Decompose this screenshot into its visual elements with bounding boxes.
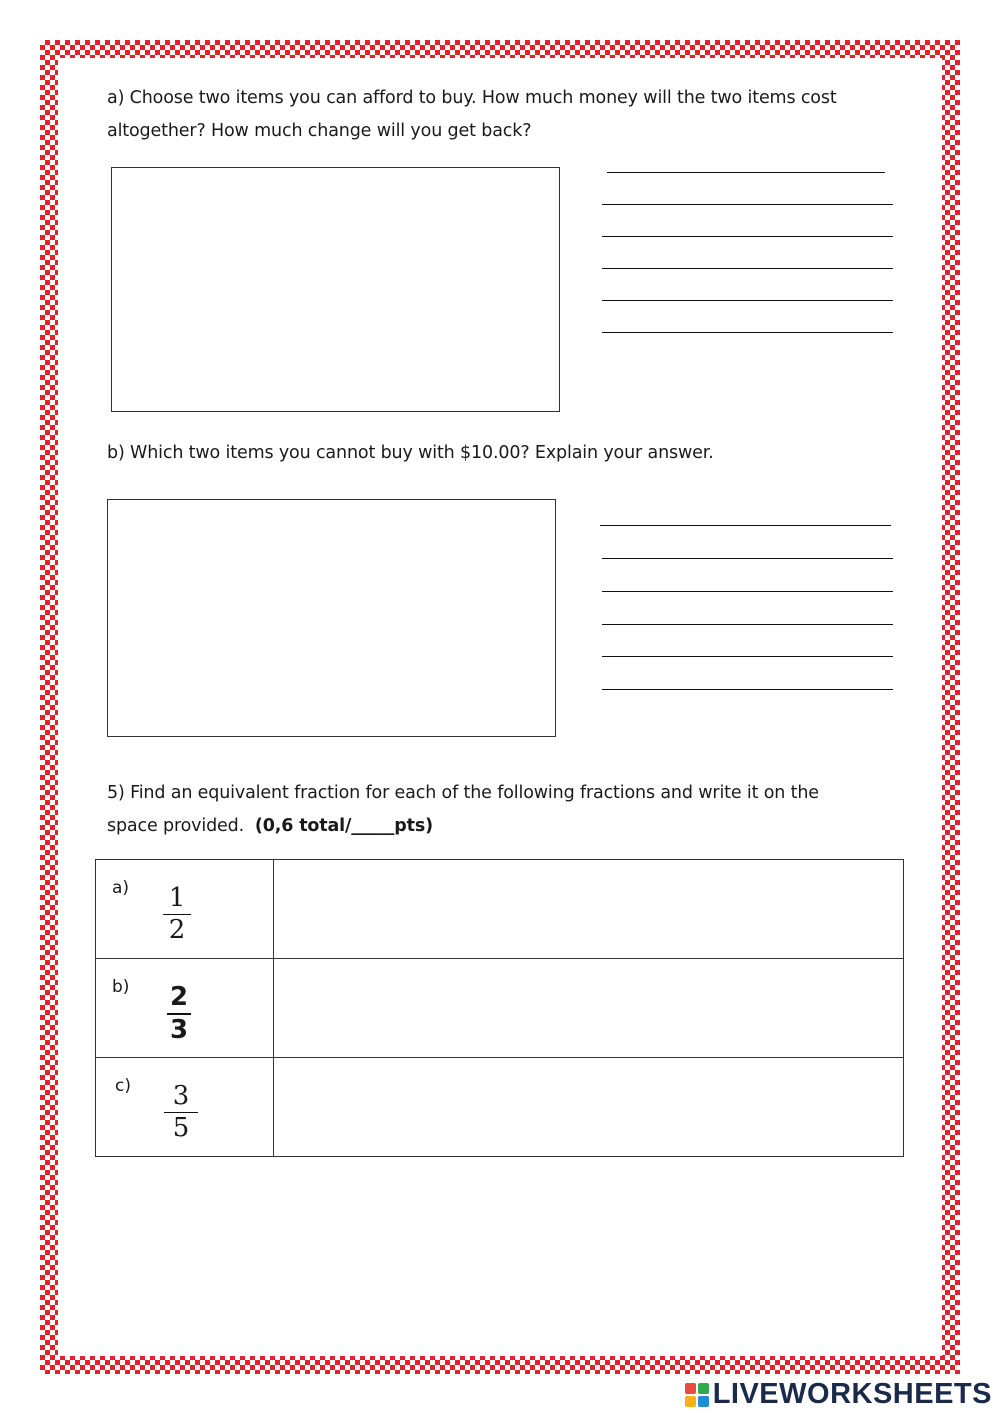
fraction-b [164, 983, 194, 1044]
row-label-b: b) [112, 977, 130, 997]
numerator-a: 1 [168, 883, 186, 913]
question-b-answer-line-6[interactable] [602, 689, 893, 690]
row-label-c: c) [115, 1076, 131, 1096]
liveworksheets-logo[interactable] [685, 1378, 992, 1411]
question-a-answer-line-2[interactable] [602, 204, 893, 205]
answer-cell-c[interactable] [274, 1058, 904, 1157]
answer-cell-b[interactable] [274, 959, 904, 1058]
row-label-a: a) [112, 878, 130, 898]
denominator-c: 5 [172, 1113, 190, 1143]
question-a-line1: a) Choose two items you can afford to buy. How much money will the two items cost [107, 88, 837, 108]
question-5-line2-text: space provided. [107, 816, 245, 836]
question-b-answer-line-1[interactable] [600, 525, 891, 526]
question-b-drawing-box[interactable] [107, 499, 556, 737]
table-row [96, 1058, 904, 1157]
question-a-line2: altogether? How much change will you get back? [107, 121, 532, 141]
table-row [96, 959, 904, 1058]
question-5-line2 [107, 810, 433, 843]
fraction-cell-a [96, 860, 274, 959]
fraction-table [95, 859, 904, 1157]
answer-cell-a[interactable] [274, 860, 904, 959]
numerator-c: 3 [172, 1081, 190, 1111]
brand-name: LIVEWORKSHEETS [712, 1378, 992, 1410]
question-b-text: b) Which two items you cannot buy with $10.00? Explain your answer. [107, 443, 714, 463]
question-a-answer-line-4[interactable] [602, 268, 893, 269]
fraction-c [164, 1082, 198, 1142]
question-b-answer-line-5[interactable] [602, 656, 893, 657]
fraction-a [162, 884, 192, 944]
question-b-answer-line-3[interactable] [602, 591, 893, 592]
table-row [96, 860, 904, 959]
question-a-drawing-box[interactable] [111, 167, 560, 412]
numerator-b: 2 [169, 982, 189, 1012]
question-5-line1: 5) Find an equivalent fraction for each of the following fractions and write it on the [107, 783, 819, 803]
question-a-answer-line-6[interactable] [602, 332, 893, 333]
denominator-b: 3 [169, 1015, 189, 1045]
question-b-answer-line-4[interactable] [602, 624, 893, 625]
liveworksheets-mark-icon [685, 1383, 709, 1407]
denominator-a: 2 [168, 915, 186, 945]
points-label: (0,6 total/_____pts) [254, 816, 433, 836]
fraction-cell-b [96, 959, 274, 1058]
question-a-answer-line-1[interactable] [607, 172, 885, 173]
question-b-answer-line-2[interactable] [602, 558, 893, 559]
fraction-cell-c [96, 1058, 274, 1157]
question-a-answer-line-5[interactable] [602, 300, 893, 301]
question-a-answer-line-3[interactable] [602, 236, 893, 237]
